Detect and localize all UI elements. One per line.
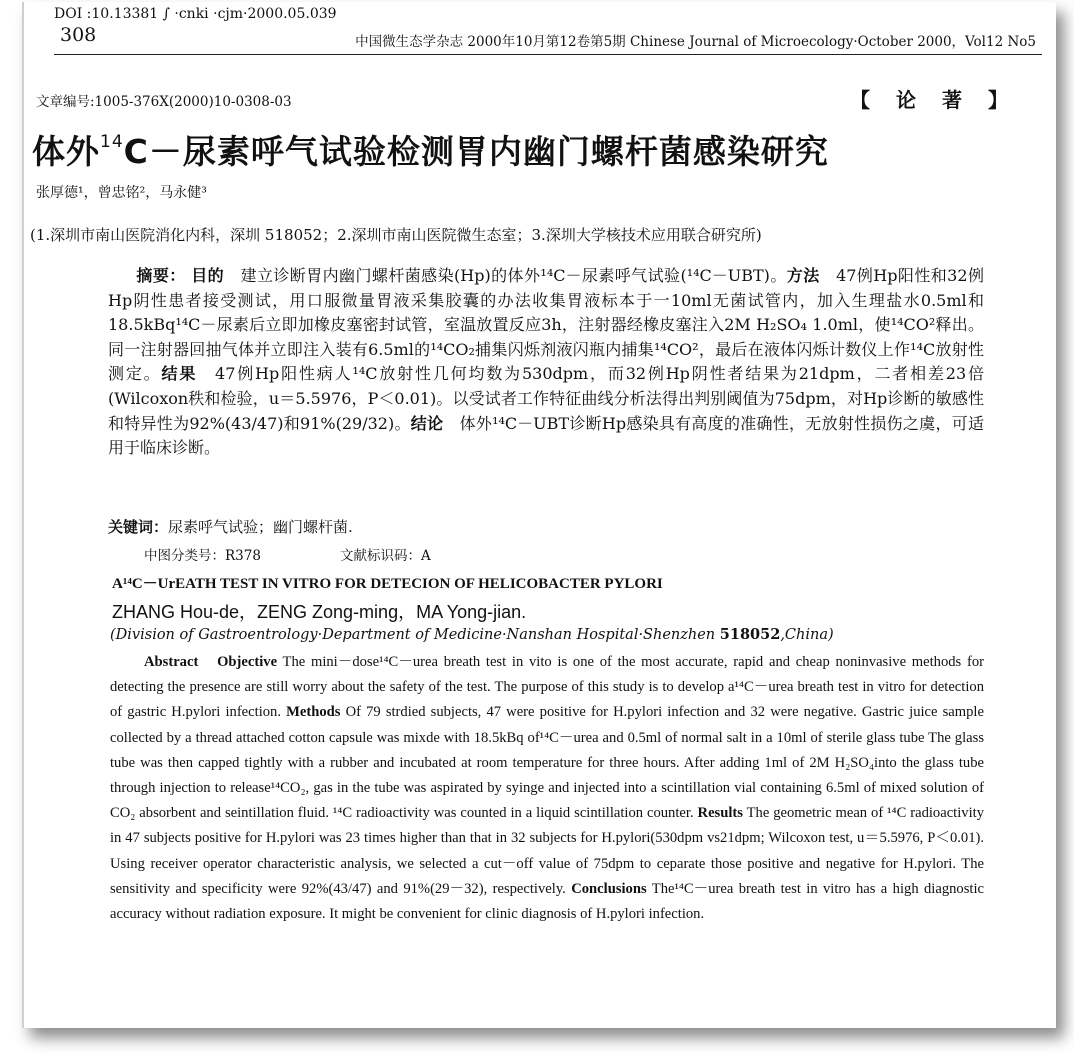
doi-line: DOI :10.13381 ∫ ·cnki ·cjm·2000.05.039 [54, 6, 337, 22]
title-chinese [32, 126, 829, 173]
keywords [108, 516, 353, 537]
conclusion-cn-text: 体外¹⁴C－UBT诊断Hp感染具有高度的准确性，无放射性损伤之虞，可适用于临床诊断。 [108, 413, 984, 458]
objective-cn-text: 建立诊断胃内幽门螺杆菌感染(Hp)的体外¹⁴C－尿素呼气试验(¹⁴C－UBT)。 [240, 266, 787, 285]
results-cn-text: 47例Hp阳性病人¹⁴C放射性几何均数为530dpm，而32例Hp阴性者结果为21dpm，二者相差23倍(Wilcoxon秩和检验，u＝5.5976，P＜0.01)。以受试者工作特征曲线分析法得出判别阈值为75dpm，对Hp诊断的敏感性和特异性为92%(43/47)和91%(29/32)。 [108, 364, 984, 433]
affiliation-en-postcode: 518052 [719, 626, 781, 643]
affiliation-en-text: (Division of Gastroentrology·Department of Medicine·Nanshan Hospital·Shenzhen [110, 627, 716, 643]
title-cn-before: 体外 [32, 132, 100, 171]
title-cn-superscript: 14 [100, 132, 124, 152]
conclusions-en-text: The¹⁴C－urea breath test in vitro has a high diagnostic accuracy without radiation exposure. It might be convenient for clinic diagnosis of H.pylori infection. [110, 880, 984, 923]
authors-english: ZHANG Hou-de，ZENG Zong-ming，MA Yong-jian. [112, 602, 527, 622]
article-number: 文章编号:1005-376X(2000)10-0308-03 [36, 94, 292, 110]
document-code: 文献标识码：A [340, 548, 431, 564]
title-cn-after: C－尿素呼气试验检测胃内幽门螺杆菌感染研究 [123, 132, 829, 171]
conclusions-en-label: Conclusions [571, 880, 647, 897]
authors-chinese: 张厚德¹，曾忠铭²，马永健³ [36, 185, 207, 201]
methods-en-label: Methods [286, 704, 341, 721]
abstract-en-label: Abstract [144, 654, 199, 670]
header-rule [54, 54, 1042, 55]
results-cn-label: 结果 [161, 364, 198, 384]
objective-en-text: The mini－dose¹⁴C－urea breath test in vito is one of the most accurate, rapid and cheap noninvasive methods for detecting the presence are still worry about the safety of the test. The purpose of this study is to develop a¹⁴C－urea breath test in vitro for detection of gastric H.pylori infection. [110, 654, 984, 721]
abstract-chinese [108, 264, 984, 461]
running-head: 中国微生态学杂志 2000年10月第12卷第5期 Chinese Journal of Microecology·October 2000，Vol12 No5 [355, 34, 1036, 50]
methods-en-text: Of 79 strdied subjects, 47 were positive for H.pylori infection and 32 were negative. Gastric juice sample collected by a thread attached cotton capsule was mixde with 18.5kBq of¹⁴C－urea and 0.5ml of normal salt in a 10ml of sterile glass tube The glass tube was then capped tightly with a rubber and incubated at room temperature for three hours. After adding 1ml of 2M H₂SO₄into the glass tube through injection to release¹⁴CO₂, gas in the tube was aspirated by syinge and injected into a scintillation vial containing 6.5ml of mixed solution of CO₂ absorbent and seintillation fluid. ¹⁴C radioactivity was counted in a liquid scintillation counter. [110, 704, 984, 822]
keywords-text: 尿素呼气试验；幽门螺杆菌. [168, 518, 353, 536]
objective-cn-label: 目的 [191, 266, 225, 285]
affiliation-en-country: ,China) [780, 627, 834, 643]
methods-cn-label: 方法 [786, 266, 820, 285]
affiliations-chinese: (1.深圳市南山医院消化内科，深圳 518052；2.深圳市南山医院微生态室；3.深圳大学核技术应用联合研究所) [30, 226, 762, 244]
affiliation-english [110, 626, 834, 643]
title-english: A¹⁴C－UrEATH TEST IN VITRO FOR DETECION OF HELICOBACTER PYLORI [112, 576, 663, 592]
conclusion-cn-label: 结论 [410, 413, 444, 433]
keywords-label: 关键词： [108, 518, 169, 536]
paper-page [22, 2, 1056, 1028]
abstract-cn-label: 摘要： [136, 266, 186, 285]
methods-cn-text: 47例Hp阳性和32例Hp阴性患者接受测试，用口服微量胃液采集胶囊的办法收集胃液标本于一10ml无菌试管内，加入生理盐水0.5ml和18.5kBq¹⁴C－尿素后立即加橡皮塞密封试管，室温放置反应3h，注射器经橡皮塞注入2M H₂SO₄ 1.0ml，使¹⁴CO²释出。同一注射器回抽气体并立即注入装有6.5ml的¹⁴CO₂捕集闪烁剂液闪瓶内捕集¹⁴CO²，最后在液体闪烁计数仪上作¹⁴C放射性测定。 [108, 266, 984, 384]
results-en-text: The geometric mean of ¹⁴C radioactivity in 47 subjects positive for H.pylori was 23 times higher than that in 32 subjects for H.pylori(530dpm vs21dpm; Wilcoxon test, u＝5.5976, P＜0.01). Using receiver operator characteristic analysis, we selected a cut－off value of 75dpm to ceparate those positive and negative for H.pylori. The sensitivity and specificity were 92%(43/47) and 91%(29－32), respectively. [110, 805, 984, 897]
objective-en-label: Objective [217, 654, 278, 670]
abstract-english [110, 650, 984, 927]
page-number: 308 [60, 24, 97, 46]
article-category: 【论著】 [850, 88, 1034, 112]
page-header [54, 4, 1036, 56]
clc-number: 中图分类号：R378 [144, 548, 261, 564]
results-en-label: Results [697, 805, 743, 822]
